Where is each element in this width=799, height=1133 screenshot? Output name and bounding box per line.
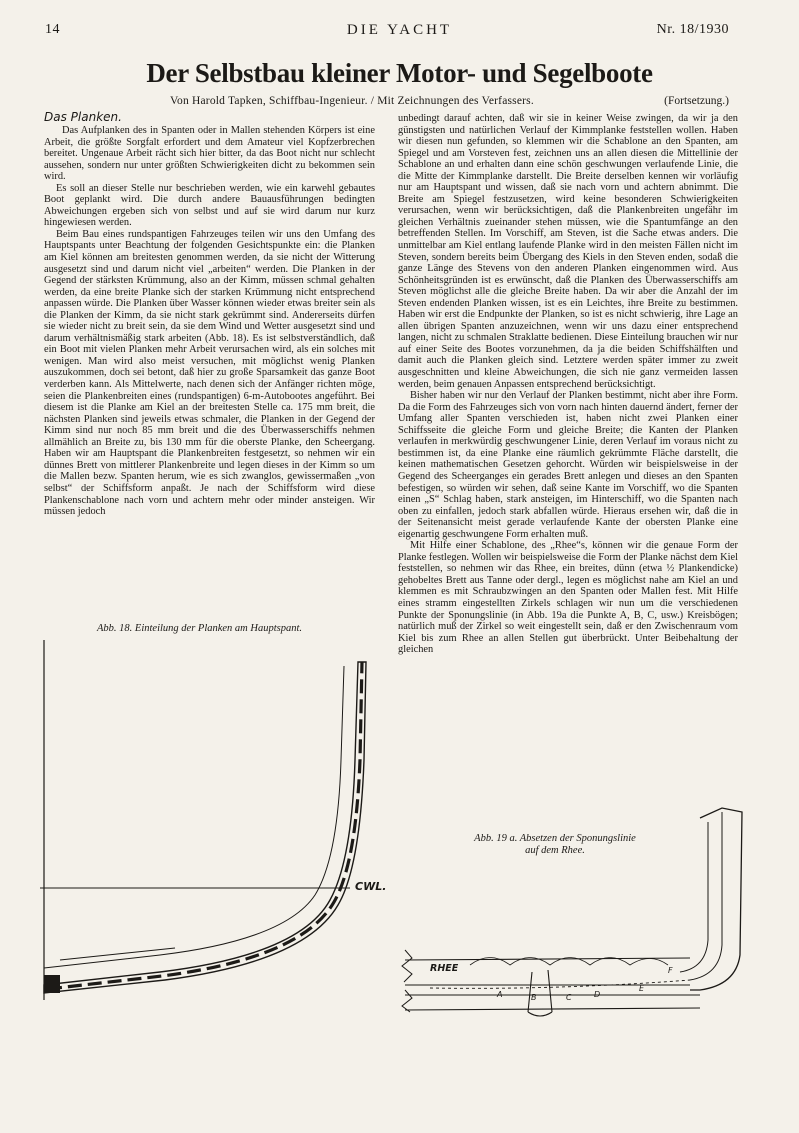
page-number: 14: [45, 22, 60, 37]
point-label: D: [594, 990, 601, 999]
magazine-title: DIE YACHT: [346, 22, 453, 38]
paragraph: Beim Bau eines rundspantigen Fahrzeuges teilen wir uns den Umfang des Hauptspants unter Beachtung der folgenden Gesichtspunkte ein: die Planken am Kiel können am breitesten genommen werden, da sie nicht der Witterung ausgesetzt sind und darum nicht viel „arbeiten“ werden. Die Planken in der Gegend der stärksten Krümmung, also an der Kimm, müssen schmal gehalten werden, da eine breite Planke sich der starken Krümmung nicht entsprechend anpassen würde. Die Planken über Wasser können wieder etwas breiter sein als die Planken der Kimm, da sie nicht stark gekrümmt sind. Andererseits dürfen sie wieder nicht zu breit sein, da sie dem Wind und Wetter ausgesetzt sind und darum verhältnismäßig stark arbeiten (Abb. 18). Es ist selbstverständlich, daß ein Boot mit vielen Planken mehr Arbeit verursachen wird, als ein solches mit wenigen. Man wird also meist versuchen, mit möglichst wenig Planken auszukommen, doch sei betont, daß hier zu große Sparsamkeit das ganze Boot verderben kann. Als Mittelwerte, nach denen sich der Anfänger richten möge, seien die Plankenbreiten eines (rundspantigen) 6-m-Autobootes angeführt. Bei diesem ist die Planke am Kiel an der breitesten Stelle ca. 175 mm breit, die nächsten Planken sind jeweils etwas schmaler, die Planken in der Gegend der Kimm sind nur noch 85 mm breit und die des Überwasserschiffs nehmen allmählich an Breite zu, bis 130 mm für die oberste Planke, den Scheergang. Haben wir am Hauptspant die Plankenbreiten festgesetzt, so nehmen wir ein dünnes Brett von mittlerer Plankenbreite und legen dieses in der Kimm so um die Mallen bezw. Spanten herum, wie es sich zwanglos, gewissermaßen „von selbst“ der Schiffsform anpaßt. Je nach der Schiffsform wird diese Plankenschablone nach vorn und achtern mehr oder minder ansteigen. Wir müssen jedoch: [44, 228, 375, 518]
point-label: C: [566, 993, 572, 1002]
point-label: E: [639, 984, 645, 993]
caption-line: auf dem Rhee.: [525, 845, 585, 856]
continuation-note: (Fortsetzung.): [664, 95, 729, 107]
point-label: A: [497, 990, 503, 999]
plank-divisions: [48, 662, 362, 989]
paragraph: Das Aufplanken des in Spanten oder in Mallen stehenden Körpers ist eine Arbeit, die größte Sorgfalt erfordert und dem Amateur viel Kopfzerbrechen bereitet. Ungenaue Arbeit rächt sich hier bitter, da das Boot nicht nur schlecht aussehen, sondern nur unter größten Schwierigkeiten dicht zu bekommen sein wird.: [44, 125, 375, 183]
issue-number: Nr. 18/1930: [656, 22, 729, 37]
stem-outline: [690, 808, 742, 990]
right-column: [398, 113, 738, 793]
caption-line: Abb. 19 a. Absetzen der Sponungslinie: [474, 833, 636, 844]
keel-block: [44, 975, 60, 993]
paragraph: Es soll an dieser Stelle nur beschrieben werden, wie ein karwehl gebautes Boot geplankt wird. Die durch andere Bauausführungen bedingten Abweichungen ergeben sich von selbst und auf sie wird darum nur kurz hingewiesen werden.: [44, 182, 375, 229]
paragraph: Bisher haben wir nur den Verlauf der Planken bestimmt, nicht aber ihre Form. Da die Form des Fahrzeuges sich von vorn nach hinten dauernd ändert, ferner der Umfang aller Spanten verschieden ist, haben nicht zwei Planken einer Schiffsseite die gleiche Form und gleiche Breite; die Kanten der Planken verlaufen in merkwürdig geschwungener Linie, deren Verlauf im voraus nicht zu bestimmen ist, da eine Planke eine räumlich gekrümmte Fläche darstellt, die keinen mathematischen Gesetzen gehorcht. Würden wir beispielsweise in der Gegend des Scheerganges ein gerades Brett anlegen und dieses an den Spanten befestigen, so würden wir sehen, daß seine Kante im Vorschiff, wo die Spanten einen „S“ Schlag haben, stark ansteigen, im Hinterschiff, wo die Spanten nach oben zu einfallen, jedoch stark abfallen würde. Hieraus ersehen wir, daß die in der Seitenansicht meist gerade verlaufende Kante der obersten Planke eine eigenartig geschwungene Form erhalten muß.: [398, 390, 738, 540]
waterline-label: CWL.: [355, 880, 387, 893]
figure-18-caption: Abb. 18. Einteilung der Planken am Hauptspant.: [97, 623, 303, 634]
hull-outline: [44, 662, 366, 993]
article-byline: Von Harold Tapken, Schiffbau-Ingenieur. / Mit Zeichnungen des Verfassers.: [170, 95, 534, 107]
rhee-label: RHEE: [430, 963, 459, 974]
paragraph: Mit Hilfe einer Schablone, des „Rhee“s, können wir die genaue Form der Planke festlegen. Wollen wir beispielsweise die Form der Planke nächst dem Kiel feststellen, so nehmen wir das Rhee, ein breites, dünn (etwa ½ Plankendicke) gehobeltes Brett aus Tanne oder dergl., legen es möglichst nahe am Kiel an und klemmen es mit Schraubzwingen an den Spanten oder Mallen fest. Mit Hilfe eines stramm eingestellten Zirkels schlagen wir nun um die verschiedenen Punkte der Sponungslinie (in Abb. 19a die Punkte A, B, C, usw.) Kreisbögen; natürlich muß der Zirkel so weit eingestellt sein, daß er den Zwischenraum vom Kiel bis zum Rhee an allen Stellen gut überbrückt. Unter Beibehaltung der gleichen: [398, 540, 738, 656]
figure-19a-caption: [430, 833, 680, 857]
article-title: Der Selbstbau kleiner Motor- und Segelboote: [146, 58, 653, 88]
compass-arcs: [470, 958, 668, 966]
paragraph: unbedingt darauf achten, daß wir sie in keiner Weise zwingen, da wir ja den günstigsten und natürlichen Verlauf der Kimmplanke feststellen wollen. Haben wir diesen nun gefunden, so klemmen wir die Schablone an den Spanten, am Spiegel und am Vorsteven fest, zeichnen uns an allen diesen die Mittellinie der Schablone an und erhalten dann eine schön geschwungen verlaufende Linie, die die Mitte der Kimmplanke darstellt. Die Breite derselben kennen wir vorläufig nur am Hauptspant und wissen, daß sie nach vorn und achtern abnimmt. Die Breite am Spiegel festzusetzen, wird keine besonderen Schwierigkeiten verursachen, wenn wir berücksichtigen, daß die Plankenbreiten ungefähr im gleichen Verhältnis zueinander stehen müssen, wie die Spantumfänge an den betreffenden Stellen. Im Vorschiff, am Steven, ist die Sache etwas anders. Die unmittelbar am Kiel entlang laufende Planke wird in den meisten Fällen nicht im Steven, sondern bereits beim Übergang des Kiels in den Steven enden, sodaß die ganze Länge des Stevens von den anderen Planken eingenommen wird. Aus Schönheitsgründen ist es erwünscht, daß die Planken des Überwasserschiffs am Steven möglichst alle die gleiche Breite haben. Da wir aber die Anzahl der im Steven endenden Planken wissen, ist es ein Leichtes, ihre Breite zu bestimmen. Haben wir erst die Endpunkte der Planken, so ist es nicht schwierig, ihre Lage an allen übrigen Spanten anzuzeichnen, wenn wir uns dazu einer entsprechend langen, nicht zu schmalen Straklatte bedienen. Diese Einteilung brauchen wir nur auf einer Seite des Bootes vorzunehmen, da ja die beiden Schiffshälften und damit auch die Planken gleich sind. Letztere werden später immer zu zweit ausgeschnitten und kleine Abweichungen, die sich nie ganz vermeiden lassen werden, beim genauen Anpassen entsprechend berücksichtigt.: [398, 113, 738, 390]
point-label: F: [668, 966, 673, 975]
sponung-line: [430, 980, 690, 988]
left-column: [44, 125, 375, 610]
frame-inner-line: [44, 666, 344, 968]
point-label: B: [531, 993, 537, 1002]
section-heading: Das Planken.: [44, 110, 122, 124]
